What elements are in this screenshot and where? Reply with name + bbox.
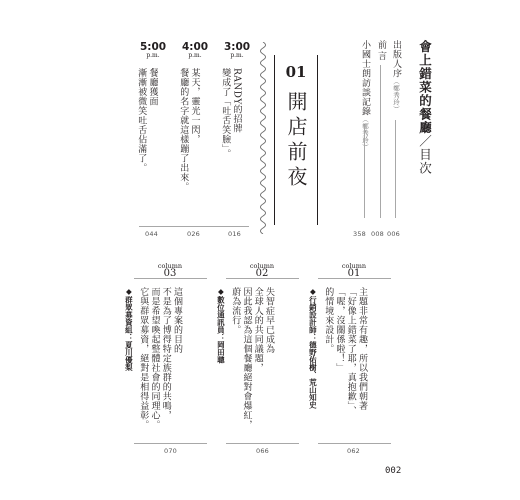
chapter-title: 開店前夜 <box>284 91 308 191</box>
column-page-number: 070 <box>164 447 178 455</box>
toc-entry-note: （鄭秀玲） <box>392 78 400 113</box>
column-header-rule <box>134 278 207 279</box>
timeline-page-number: 016 <box>228 230 242 238</box>
toc-page-number: 358 <box>353 230 367 238</box>
column-line: 因此我認為這個餐廳絕對會爆紅， <box>241 287 252 430</box>
timeline-line: 餐廳獲面 <box>147 68 158 106</box>
column-word: column <box>249 262 275 270</box>
timeline-line: RANDY的招牌 <box>231 68 242 134</box>
column-body-03[interactable] <box>137 287 182 437</box>
column-line: 這個專案的目的 <box>172 287 182 354</box>
timeline-time-suffix: p.m. <box>188 52 202 59</box>
column-word: column <box>157 262 183 270</box>
chapter-number: 01 <box>285 63 307 81</box>
toc-entry-preface[interactable] <box>391 40 400 113</box>
timeline-time-4pm <box>178 41 212 59</box>
column-line: 蔚為流行。 <box>230 287 241 335</box>
column-word: column <box>341 262 367 270</box>
column-credit-01: ◆行銷設計師：德野佑樹、荒山知史 <box>308 287 318 409</box>
column-number: 03 <box>163 268 177 279</box>
column-number: 02 <box>255 268 269 279</box>
column-footer-rule <box>318 443 391 444</box>
column-line: 的情境來設計。 <box>323 287 334 354</box>
column-header-rule <box>226 278 299 279</box>
column-page-number: 062 <box>347 447 361 455</box>
timeline-page-number: 026 <box>187 230 201 238</box>
timeline-time: 4:00 <box>181 41 209 53</box>
toc-leader-line <box>395 120 396 218</box>
timeline-entry-3pm[interactable] <box>219 68 242 218</box>
column-credit-02: ◆數位通訊員：岡田聰 <box>216 287 226 364</box>
timeline-time-3pm <box>220 41 254 59</box>
toc-entry-label: 前言 <box>376 40 386 62</box>
column-body-01[interactable] <box>322 287 367 437</box>
column-line: 全球人的共同議題， <box>252 287 263 373</box>
timeline-line: 某天，靈光一閃， <box>189 68 200 144</box>
timeline-time-suffix: p.m. <box>146 52 160 59</box>
toc-title <box>418 40 431 175</box>
column-line: 「好像上錯菜了耶，真抱歉」、 <box>345 287 356 416</box>
column-footer-rule <box>134 443 207 444</box>
column-line: 「喔，沒關係啦！」 <box>334 287 345 373</box>
timeline-page-number: 044 <box>145 230 159 238</box>
book-title: 會上錯菜的餐廳 <box>417 40 433 135</box>
timeline-time-suffix: p.m. <box>230 52 244 59</box>
column-header-rule <box>318 278 391 279</box>
column-line: 主題非常有趣，所以我們朝著 <box>357 287 367 411</box>
timeline-entry-5pm[interactable] <box>135 68 158 218</box>
column-number: 01 <box>347 268 361 279</box>
folio: 002 <box>385 466 402 476</box>
toc-page-number: 006 <box>387 230 401 238</box>
column-credit-03: ◆群眾募資組：夏川優梨 <box>124 287 134 371</box>
column-body-02[interactable] <box>229 287 274 437</box>
timeline-line: 餐廳的名字就這樣蹦了出來。 <box>178 68 189 192</box>
column-header-01 <box>334 262 374 279</box>
timeline-line: 漸漸被微笑吐舌佔滿了。 <box>136 68 147 173</box>
column-header-03 <box>150 262 190 279</box>
toc-entry-foreword[interactable] <box>376 40 385 62</box>
timeline-line: 變成了「吐舌笑臉」。 <box>220 68 231 159</box>
toc-leader-line <box>380 65 381 218</box>
timeline-time-5pm <box>136 41 170 59</box>
timeline-time: 5:00 <box>139 41 167 53</box>
timeline-rule <box>139 226 249 227</box>
toc-entry-note: （鄭秀玲） <box>361 116 369 151</box>
column-page-number: 066 <box>256 447 270 455</box>
toc-page-number: 008 <box>371 230 385 238</box>
column-line: 而是希望喚起整體社會的同理心。 <box>149 287 160 430</box>
column-line: 失智症早已成為 <box>264 287 274 354</box>
column-line: 不是為了博得特定族群的共鳴， <box>160 287 171 420</box>
timeline-time: 3:00 <box>223 41 251 53</box>
toc-leader-line <box>364 125 365 218</box>
chapter-box <box>274 55 318 225</box>
column-header-02 <box>242 262 282 279</box>
column-line: 它與群眾募資，絕對是相得益彰。 <box>138 287 149 430</box>
toc-title-suffix: ／目次 <box>417 134 433 175</box>
toc-entry-label: 出版人序 <box>391 40 401 78</box>
timeline-entry-4pm[interactable] <box>177 68 200 218</box>
column-footer-rule <box>226 443 299 444</box>
wavy-divider <box>256 42 270 234</box>
toc-entry-label: 小國士朗訪談記錄 <box>360 40 370 116</box>
